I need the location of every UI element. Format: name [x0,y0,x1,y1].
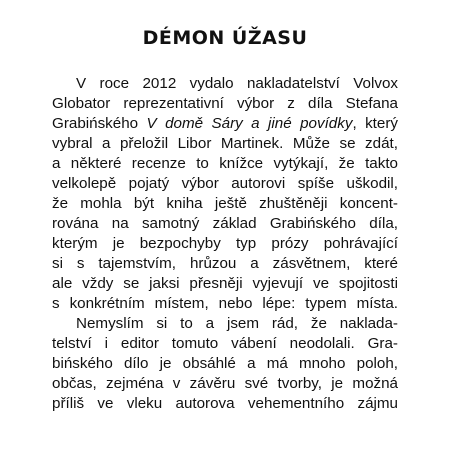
body-text [52,74,398,414]
text-line: telství i editor tomuto vábení neodolali. Gra- [52,335,398,352]
text-line: ale vždy se jaksi přesněji vyjevují ve spojitosti [52,275,398,292]
text-line: Nemyslím si to a jsem rád, že naklada- [76,315,398,332]
text-line: a některé recenze to knížce vytýkají, že takto [52,155,398,172]
text-line: V roce 2012 vydalo nakladatelství Volvox [76,75,398,92]
text-line: vybral a přeložil Libor Martinek. Může se zdát, [52,135,398,152]
chapter-title: DÉMON ÚŽASU [142,27,308,49]
text-segment: Grabińského [52,115,147,132]
text-line: velkolepě pojatý výbor autorovi spíše uškodil, [52,175,398,192]
paragraph-1 [52,74,398,314]
text-line: s konkrétním místem, nebo lépe: typem místa. [52,295,398,312]
text-line: že mohla být kniha ještě zhuštěněji koncent- [52,195,398,212]
text-line: bińského dílo je obsáhlé a má mnoho poloh, [52,355,398,372]
text-line: občas, zejména v závěru své tvorby, je možná [52,375,398,392]
text-line: rována na samotný základ Grabińského díla, [52,215,398,232]
text-line: příliš ve vleku autorova vehementního zájmu [52,395,398,412]
paragraph-2 [52,314,398,414]
text-line: Globator reprezentativní výbor z díla Stefana [52,95,398,112]
text-line: si s tajemstvím, hrůzou a zásvětnem, které [52,255,398,272]
text-segment: , který [352,115,398,132]
book-title-italic: V domě Sáry a jiné povídky [146,115,353,132]
text-line: kterým je bezpochyby typ prózy pohrávající [52,235,398,252]
text-line-with-book-title [52,114,398,134]
